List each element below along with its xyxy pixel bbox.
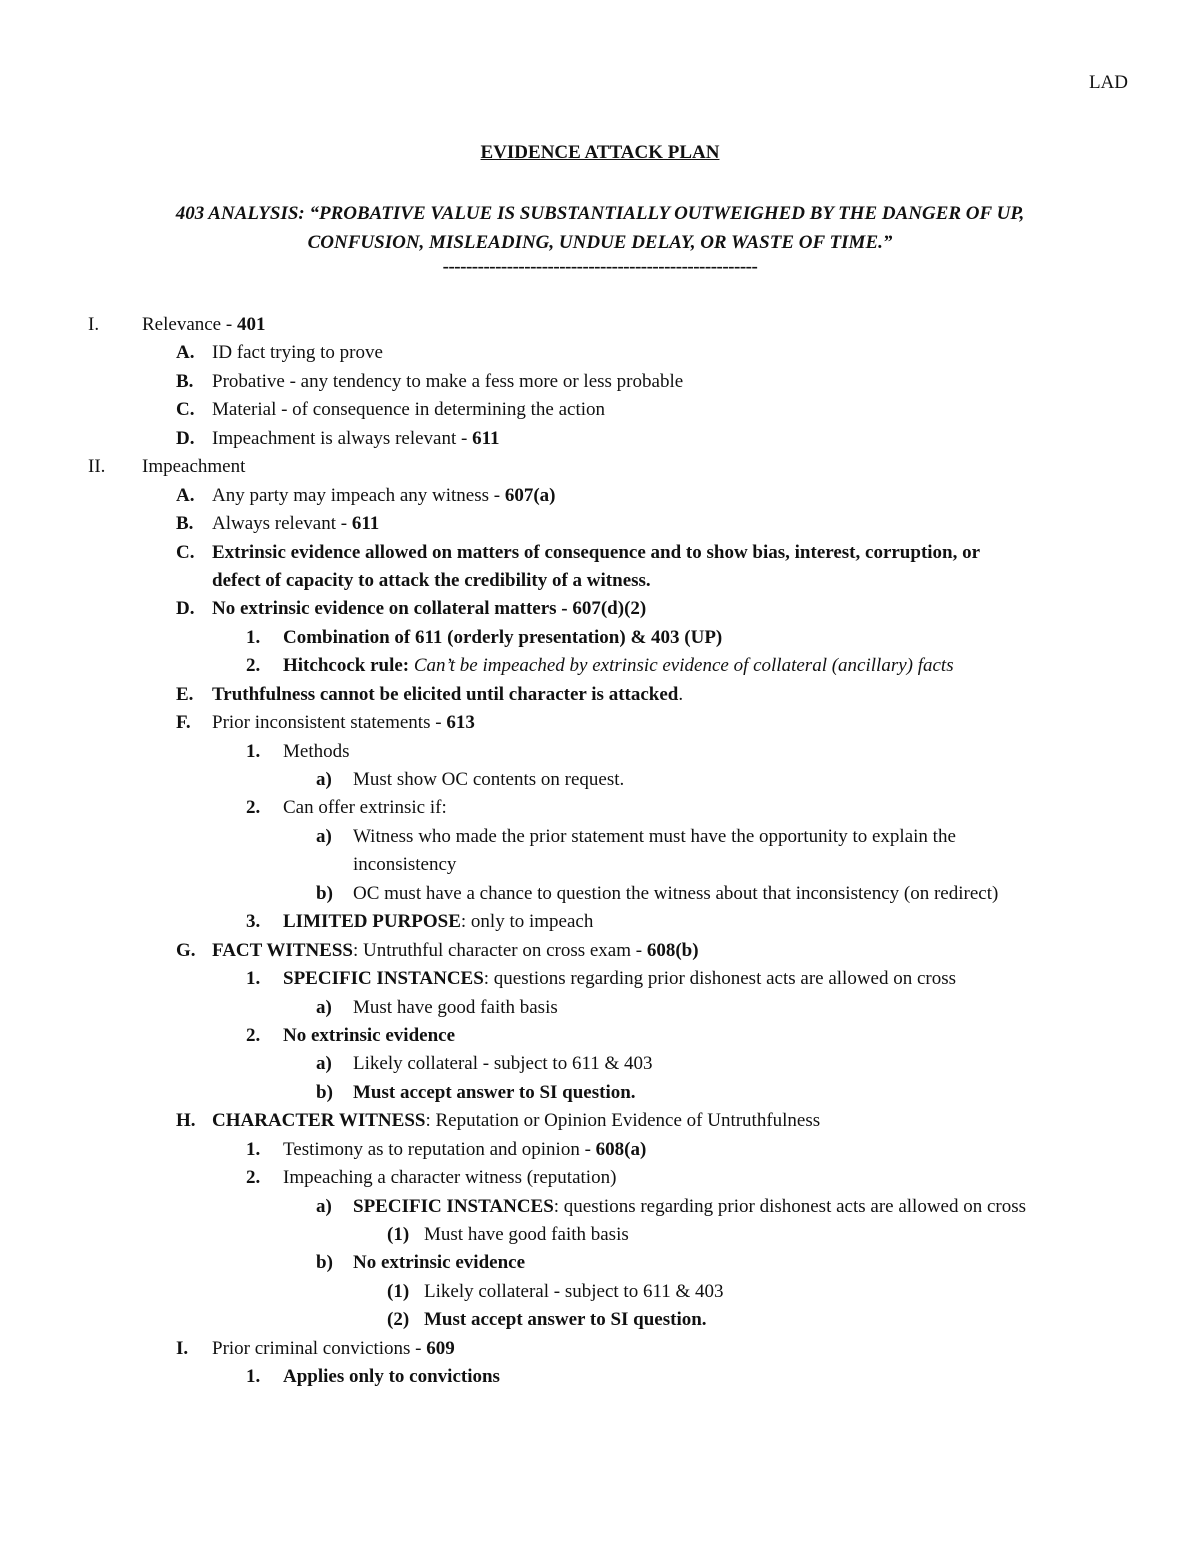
item-text: SPECIFIC INSTANCES <box>353 1195 554 1217</box>
item-text: Relevance - <box>142 314 237 335</box>
item-marker: 1. <box>246 1138 261 1160</box>
item-marker: a) <box>316 769 332 790</box>
item-text: Must accept answer to SI question. <box>424 1309 707 1331</box>
item-text-rest: : questions regarding prior dishonest acts are allowed on cross <box>553 1195 1027 1217</box>
item-text: Prior inconsistent statements - <box>212 712 447 734</box>
item-marker: F. <box>176 712 191 734</box>
item-marker: II. <box>88 456 106 478</box>
item-marker: A. <box>176 342 195 364</box>
item-marker: a) <box>316 996 332 1018</box>
item-marker: 2. <box>246 1167 261 1189</box>
item-marker: 1. <box>246 968 261 990</box>
item-marker: b) <box>316 882 333 904</box>
outline-item <box>0 1278 1200 1306</box>
item-text: Truthfulness cannot be elicited until character is attacked <box>212 683 679 705</box>
outline-item <box>0 738 1200 766</box>
outline-item <box>0 1136 1200 1164</box>
item-marker: 1. <box>246 740 261 762</box>
item-marker: 1. <box>246 626 261 648</box>
item-text: Extrinsic evidence allowed on matters of consequence and to show bias, interest, corruption, or <box>212 541 981 563</box>
item-marker: 1. <box>246 1366 261 1388</box>
item-text: Impeachment <box>142 456 246 478</box>
rule-number: 613 <box>446 712 475 734</box>
item-marker: I. <box>88 314 100 335</box>
item-text: inconsistency <box>353 854 457 876</box>
item-text: CHARACTER WITNESS <box>212 1110 426 1132</box>
item-text: Can offer extrinsic if: <box>283 797 447 819</box>
rule-number: 401 <box>236 314 266 335</box>
analysis-line-2: CONFUSION, MISLEADING, UNDUE DELAY, OR WASTE OF TIME.” <box>307 232 893 253</box>
outline-item <box>0 1193 1200 1221</box>
rule-number: 607(a) <box>504 484 556 506</box>
item-text: Methods <box>283 740 350 762</box>
outline-item <box>0 1164 1200 1192</box>
author-initials: LAD <box>1088 72 1128 93</box>
item-text-rest: : questions regarding prior dishonest acts are allowed on cross <box>483 968 957 990</box>
item-text: Any party may impeach any witness - <box>212 484 505 506</box>
outline-item <box>0 539 1200 567</box>
rule-number: 611 <box>351 513 380 535</box>
item-text: Hitchcock rule: <box>283 655 414 677</box>
outline-item <box>0 368 1200 396</box>
outline-item <box>0 937 1200 965</box>
outline-item <box>0 1335 1200 1363</box>
outline-item <box>0 1050 1200 1078</box>
item-marker: b) <box>316 1252 333 1274</box>
item-text: Witness who made the prior statement must have the opportunity to explain the <box>353 825 956 847</box>
item-marker: (1) <box>387 1224 410 1245</box>
outline-item <box>0 994 1200 1022</box>
item-text: Must have good faith basis <box>353 996 558 1018</box>
item-marker: b) <box>316 1081 333 1103</box>
outline-item <box>0 453 1200 481</box>
item-marker: A. <box>176 484 195 506</box>
outline-item <box>0 794 1200 822</box>
item-text: No extrinsic evidence on collateral matters - 607(d)(2) <box>212 598 647 620</box>
item-text: ID fact trying to prove <box>212 342 383 364</box>
item-marker: I. <box>176 1337 189 1359</box>
outline-item <box>0 1221 1200 1249</box>
item-text-rest: : only to impeach <box>460 911 594 933</box>
rule-number: 608(b) <box>646 939 699 961</box>
outline-item <box>0 908 1200 936</box>
item-marker: H. <box>176 1110 196 1132</box>
analysis-line-1: 403 ANALYSIS: “PROBATIVE VALUE IS SUBSTANTIALLY OUTWEIGHED BY THE DANGER OF UP, <box>175 203 1025 224</box>
rule-number: 608(a) <box>595 1138 647 1160</box>
item-marker: (2) <box>387 1309 410 1331</box>
item-text: Applies only to convictions <box>283 1366 500 1388</box>
item-marker: a) <box>316 825 332 847</box>
item-marker: 2. <box>246 1024 261 1046</box>
outline-item <box>0 823 1200 851</box>
outline-item <box>0 709 1200 737</box>
item-text: OC must have a chance to question the witness about that inconsistency (on redirect) <box>353 882 999 904</box>
item-text-rest: : Untruthful character on cross exam - <box>352 939 647 961</box>
item-text: No extrinsic evidence <box>283 1024 456 1046</box>
outline-item-continuation <box>0 567 1200 595</box>
item-text: Probative - any tendency to make a fess more or less probable <box>212 370 684 392</box>
outline-item <box>0 1249 1200 1277</box>
outline-item <box>0 1363 1200 1391</box>
outline-item <box>0 880 1200 908</box>
outline-item <box>0 482 1200 510</box>
item-marker: B. <box>176 370 194 392</box>
outline-item-continuation <box>0 851 1200 879</box>
outline-item <box>0 681 1200 709</box>
item-text: Impeachment is always relevant - <box>212 427 473 449</box>
item-text: Must accept answer to SI question. <box>353 1081 636 1103</box>
outline-item <box>0 624 1200 652</box>
outline-item <box>0 510 1200 538</box>
item-marker: 3. <box>246 911 261 933</box>
item-text: LIMITED PURPOSE <box>283 911 461 933</box>
item-marker: E. <box>176 683 194 705</box>
outline-item <box>0 1022 1200 1050</box>
item-text: Prior criminal convictions - <box>212 1337 427 1359</box>
item-marker: 2. <box>246 797 261 819</box>
outline-item <box>0 1306 1200 1334</box>
outline-item <box>0 965 1200 993</box>
item-marker: a) <box>316 1053 332 1075</box>
item-text: No extrinsic evidence <box>353 1252 526 1274</box>
outline-item <box>0 339 1200 367</box>
outline-item <box>0 396 1200 424</box>
outline-item <box>0 425 1200 453</box>
item-text: Testimony as to reputation and opinion - <box>283 1138 596 1160</box>
item-text: Must show OC contents on request. <box>353 769 625 790</box>
item-text: Always relevant - <box>212 513 352 535</box>
item-marker: C. <box>176 399 195 421</box>
outline-item <box>0 311 1200 339</box>
item-marker: B. <box>176 513 194 535</box>
item-text-italic: Can’t be impeached by extrinsic evidence of collateral (ancillary) facts <box>413 655 954 677</box>
item-text: Likely collateral - subject to 611 & 403 <box>353 1053 653 1075</box>
outline <box>0 311 1200 1392</box>
rule-number: 609 <box>426 1337 455 1359</box>
outline-item <box>0 595 1200 623</box>
divider-dashes: ------------------------------------------------------ <box>442 256 758 277</box>
item-text: Must have good faith basis <box>424 1224 629 1245</box>
item-marker: (1) <box>387 1280 410 1302</box>
item-marker: G. <box>176 939 196 961</box>
page-title: EVIDENCE ATTACK PLAN <box>480 142 720 163</box>
item-marker: C. <box>176 541 195 563</box>
item-marker: 2. <box>246 655 261 677</box>
item-marker: D. <box>176 598 195 620</box>
item-text-suffix: . <box>678 683 684 705</box>
item-text: Impeaching a character witness (reputation) <box>283 1167 617 1189</box>
rule-number: 611 <box>472 427 500 449</box>
outline-item <box>0 1107 1200 1135</box>
item-marker: D. <box>176 427 195 449</box>
analysis-heading <box>80 199 1120 257</box>
item-text: Material - of consequence in determining the action <box>212 399 606 421</box>
outline-item <box>0 1079 1200 1107</box>
outline-item <box>0 652 1200 680</box>
item-text: Likely collateral - subject to 611 & 403 <box>424 1280 724 1302</box>
item-text: Combination of 611 (orderly presentation) & 403 (UP) <box>283 626 723 648</box>
item-marker: a) <box>316 1195 332 1217</box>
item-text: defect of capacity to attack the credibility of a witness. <box>212 569 651 591</box>
item-text: FACT WITNESS <box>212 939 353 961</box>
item-text-rest: : Reputation or Opinion Evidence of Untruthfulness <box>425 1110 821 1132</box>
item-text: SPECIFIC INSTANCES <box>283 968 484 990</box>
outline-item <box>0 766 1200 794</box>
